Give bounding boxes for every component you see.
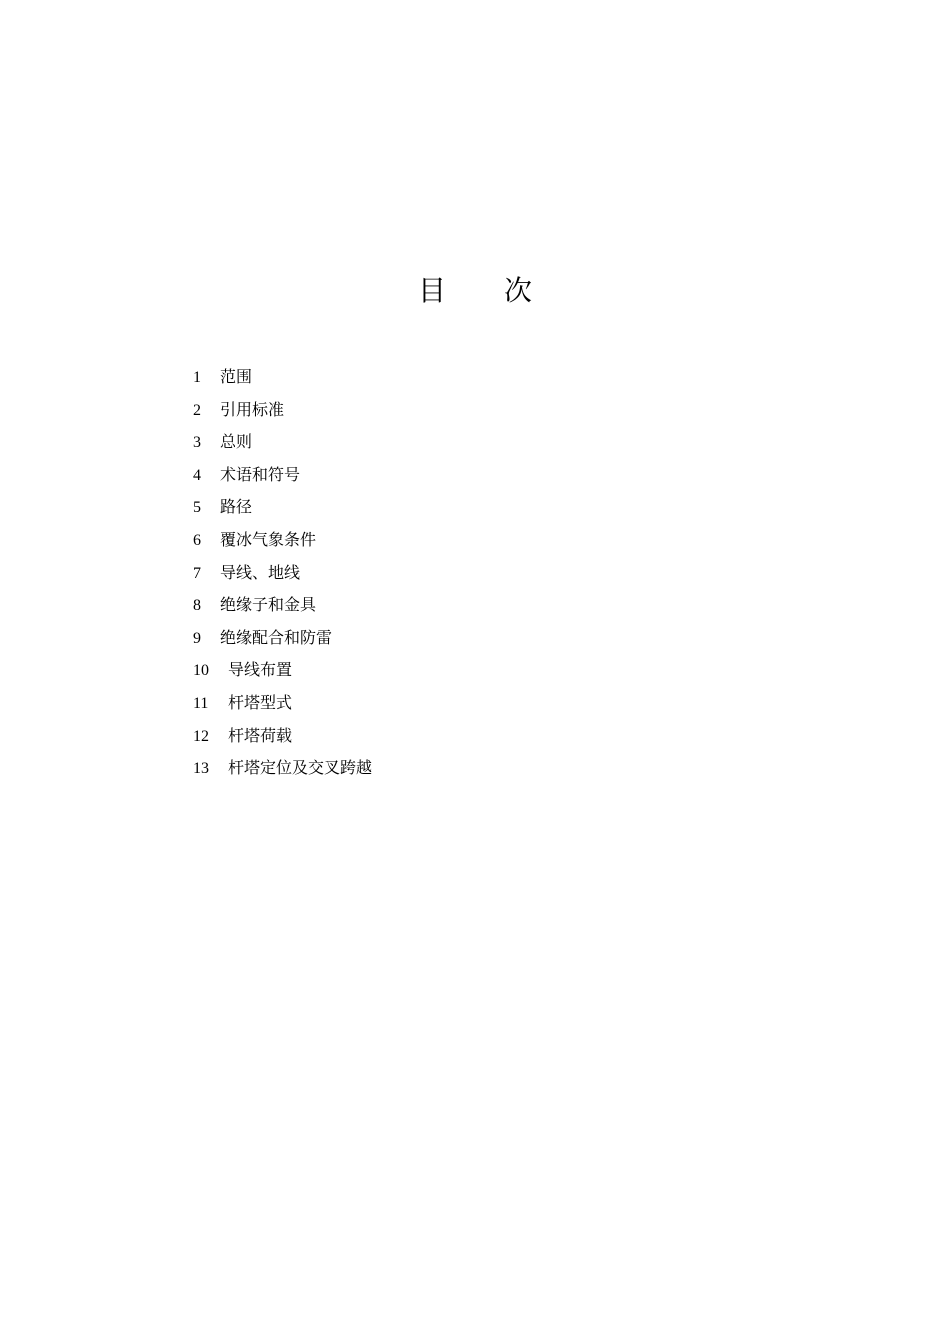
toc-entry-label: 导线、地线 [220, 564, 301, 582]
toc-entry-number: 12 [193, 727, 209, 745]
table-of-contents [193, 362, 372, 786]
toc-entry-label: 杆塔型式 [228, 694, 293, 712]
toc-entry-1[interactable] [193, 362, 372, 395]
toc-entry-number: 7 [193, 564, 201, 582]
toc-entry-3[interactable] [193, 427, 372, 460]
toc-entry-12[interactable] [193, 721, 372, 754]
title-char-2: 次 [504, 276, 533, 307]
toc-entry-number: 11 [193, 694, 209, 712]
toc-entry-11[interactable] [193, 688, 372, 721]
toc-entry-label: 总则 [220, 434, 253, 452]
toc-entry-number: 6 [193, 531, 201, 549]
toc-entry-number: 2 [193, 401, 201, 419]
toc-entry-number: 10 [193, 662, 209, 680]
page-title [0, 272, 950, 312]
toc-entry-8[interactable] [193, 590, 372, 623]
toc-entry-number: 1 [193, 369, 201, 386]
toc-entry-10[interactable] [193, 655, 372, 688]
toc-entry-label: 范围 [220, 369, 253, 386]
toc-entry-label: 杆塔定位及交叉跨越 [228, 760, 373, 778]
toc-entry-13[interactable] [193, 753, 372, 786]
toc-entry-6[interactable] [193, 525, 372, 558]
toc-entry-5[interactable] [193, 492, 372, 525]
toc-entry-label: 绝缘配合和防雷 [220, 629, 333, 647]
toc-entry-number: 3 [193, 434, 201, 452]
toc-entry-9[interactable] [193, 623, 372, 656]
toc-entry-number: 4 [193, 466, 201, 484]
toc-entry-label: 引用标准 [220, 401, 285, 419]
toc-entry-label: 术语和符号 [220, 466, 301, 484]
toc-entry-4[interactable] [193, 460, 372, 493]
toc-entry-number: 5 [193, 499, 201, 517]
toc-entry-7[interactable] [193, 558, 372, 591]
toc-entry-number: 13 [193, 760, 209, 778]
title-char-1: 目 [417, 276, 446, 307]
toc-entry-number: 9 [193, 629, 201, 647]
toc-entry-label: 绝缘子和金具 [220, 597, 317, 615]
toc-entry-2[interactable] [193, 395, 372, 428]
toc-entry-label: 覆冰气象条件 [220, 531, 317, 549]
toc-entry-number: 8 [193, 597, 201, 615]
toc-entry-label: 导线布置 [228, 662, 293, 680]
toc-entry-label: 路径 [220, 499, 253, 517]
toc-entry-label: 杆塔荷载 [228, 727, 293, 745]
